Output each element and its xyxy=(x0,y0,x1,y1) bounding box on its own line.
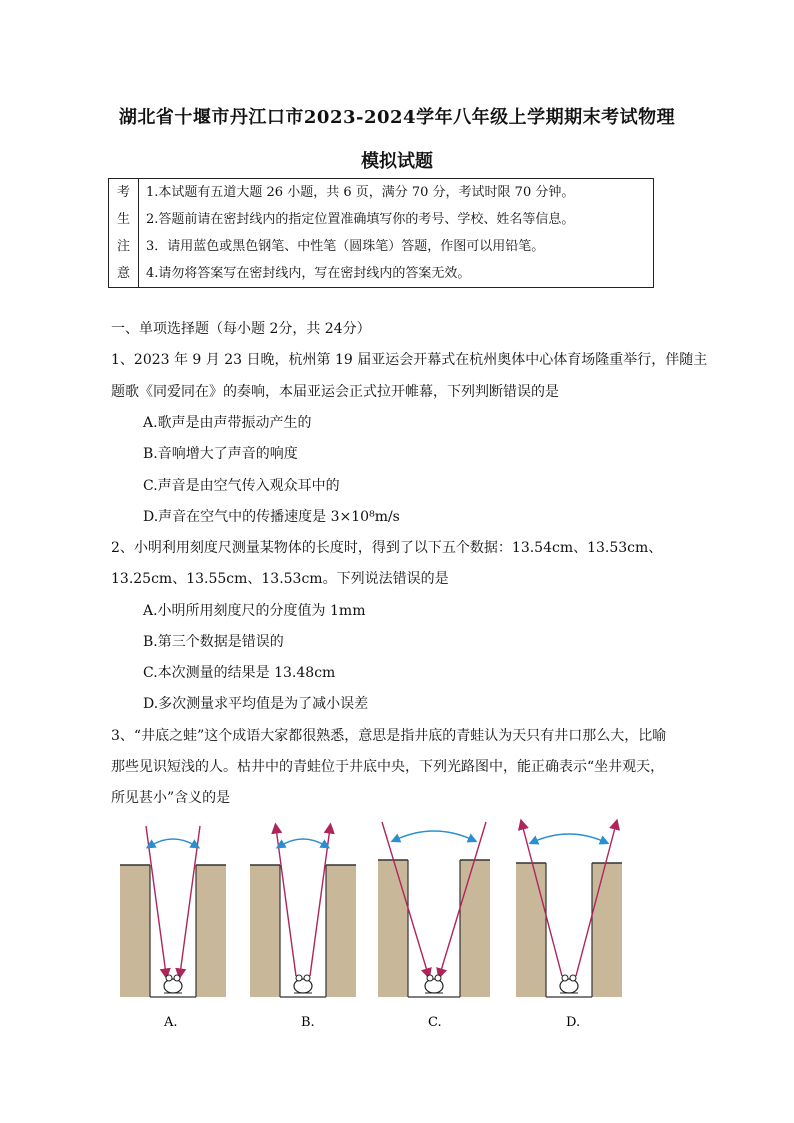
question-1-option-a: A.歌声是由声带振动产生的 xyxy=(143,415,312,431)
figure-label-d: D. xyxy=(566,1015,581,1030)
well-wall-left xyxy=(120,865,150,997)
notice-rule: 2.答题前请在密封线内的指定位置准确填写你的考号、学校、姓名等信息。 xyxy=(146,212,575,227)
question-2-option-d: D.多次测量求平均值是为了减小误差 xyxy=(143,696,369,712)
notice-label-char: 考 xyxy=(116,185,130,200)
notice-rules-column xyxy=(139,179,654,288)
question-1-option-b: B.音响增大了声音的响度 xyxy=(143,446,298,462)
question-2-option-b: B.第三个数据是错误的 xyxy=(143,634,284,650)
well-wall-right xyxy=(196,865,226,997)
well-wall-left xyxy=(378,860,408,997)
view-angle-arc xyxy=(533,834,605,842)
well-wall-right xyxy=(326,865,356,997)
question-1-option-c: C.声音是由空气传入观众耳中的 xyxy=(143,478,340,494)
well-diagram-d xyxy=(516,824,622,997)
question-1-option-d: D.声音在空气中的传播速度是 3×10⁸m/s xyxy=(143,509,400,525)
notice-label-char: 生 xyxy=(116,212,130,227)
notice-rule: 1.本试题有五道大题 26 小题，共 6 页，满分 70 分，考试时限 70 分钟。 xyxy=(146,185,575,200)
well-wall-left xyxy=(250,865,280,997)
question-2-line-2: 13.25cm、13.55cm、13.53cm。下列说法错误的是 xyxy=(111,571,449,587)
well-wall-right xyxy=(460,860,490,997)
question-3-line-2: 那些见识短浅的人。枯井中的青蛙位于井底中央，下列光路图中，能正确表示“坐井观天， xyxy=(111,759,665,775)
notice-label-column xyxy=(109,179,139,288)
notice-table xyxy=(108,178,654,288)
well-frog-figure xyxy=(110,818,670,1038)
frog-icon xyxy=(164,975,182,993)
well-wall-right xyxy=(592,863,622,997)
well-wall-left xyxy=(516,863,546,997)
question-3-line-3: 所见甚小”含义的是 xyxy=(111,790,231,806)
view-angle-arc xyxy=(150,839,196,846)
figure-label-c: C. xyxy=(428,1015,442,1030)
figure-label-b: B. xyxy=(301,1015,315,1030)
notice-rule: 3．请用蓝色或黑色钢笔、中性笔（圆珠笔）答题，作图可以用铅笔。 xyxy=(146,239,545,254)
question-2-option-c: C.本次测量的结果是 13.48cm xyxy=(143,665,336,681)
well-diagram-c xyxy=(378,822,490,997)
exam-subtitle: 模拟试题 xyxy=(361,151,433,172)
figure-label-a: A. xyxy=(164,1015,178,1030)
question-2-option-a: A.小明所用刻度尺的分度值为 1mm xyxy=(143,603,366,619)
section-heading: 一、单项选择题（每小题 2分，共 24分） xyxy=(111,321,371,337)
view-angle-arc xyxy=(280,839,326,846)
notice-label-char: 意 xyxy=(116,266,130,281)
well-diagram-b xyxy=(250,828,356,997)
view-angle-arc xyxy=(395,831,473,840)
exam-title: 湖北省十堰市丹江口市2023-2024学年八年级上学期期末考试物理 xyxy=(118,107,676,128)
question-1-line-1: 1、2023 年 9 月 23 日晚，杭州第 19 届亚运会开幕式在杭州奥体中心体育场隆重举行，伴随主 xyxy=(111,352,708,368)
question-1-line-2: 题歌《同爱同在》的奏响，本届亚运会正式拉开帷幕，下列判断错误的是 xyxy=(111,384,559,400)
frog-icon xyxy=(425,975,443,993)
notice-label-char: 注 xyxy=(116,239,130,254)
frog-icon xyxy=(294,975,312,993)
question-3-line-1: 3、“井底之蛙”这个成语大家都很熟悉，意思是指井底的青蛙认为天只有井口那么大，比喻 xyxy=(111,728,667,744)
notice-rule: 4.请勿将答案写在密封线内，写在密封线内的答案无效。 xyxy=(146,266,471,281)
well-diagram-a xyxy=(120,826,226,997)
frog-icon xyxy=(560,975,578,993)
question-2-line-1: 2、小明利用刻度尺测量某物体的长度时，得到了以下五个数据：13.54cm、13.53cm、 xyxy=(111,540,663,556)
